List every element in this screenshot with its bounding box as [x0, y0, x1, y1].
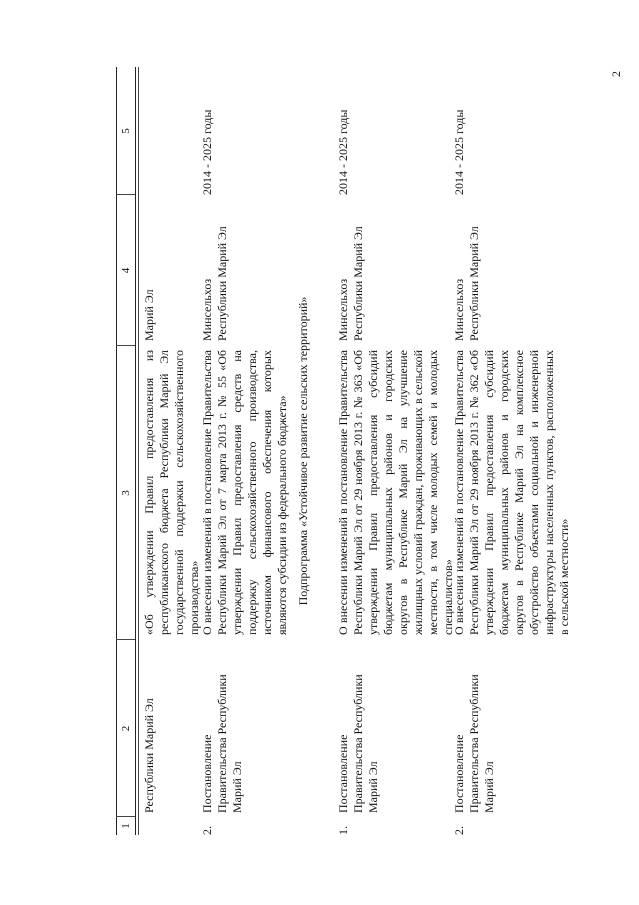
page-number: 2 — [609, 71, 623, 77]
row-period: 2014 - 2025 годы — [336, 109, 350, 195]
row-doc-type: Республики Марий Эл — [142, 698, 156, 813]
header-double-rule — [138, 67, 139, 835]
header-col-2: 2 — [120, 725, 132, 732]
row-title: «Об утверждении Правил предоставления из республиканского бюджета Республики Марий Эл государственной поддержки сельскохозяйственного производства» — [142, 350, 201, 635]
row-period: 2014 - 2025 годы — [200, 109, 214, 195]
rotated-table — [116, 67, 594, 835]
row-number: 2. — [200, 826, 214, 835]
header-bottom-rule — [135, 67, 136, 835]
row-doc-type: Постановление Правительства Республики Марий Эл — [200, 674, 244, 813]
row-responsible: Минсельхоз Республики Марий Эл — [452, 226, 481, 341]
row-responsible: Минсельхоз Республики Марий Эл — [200, 226, 229, 341]
row-doc-type: Постановление Правительства Республики Марий Эл — [452, 674, 496, 813]
row-number: 1. — [336, 826, 350, 835]
row-period: 2014 - 2025 годы — [452, 109, 466, 195]
header-col-3: 3 — [120, 490, 132, 496]
header-top-rule — [116, 67, 117, 835]
row-doc-type: Постановление Правительства Республики Марий Эл — [336, 674, 380, 813]
row-title: О внесении изменений в постановление Правительства Республики Марий Эл от 29 ноября 2013 г. № 362 «Об утверждении Правил предоставления субсидий бюджетам муниципальных районов и городских округов в Республике Марий Эл на комплексное обустройство объектами социальной и инженерной инфраструктуры населенных пунктов, расположенных в сельской местности» — [452, 350, 571, 635]
subprogram-heading: Подпрограмма «Устойчивое развитие сельских территорий» — [296, 296, 310, 606]
header-col-1: 1 — [120, 823, 132, 829]
header-col-4: 4 — [120, 267, 132, 274]
row-title: О внесении изменений в постановление Правительства Республики Марий Эл от 29 ноября 2013 г. № 363 «Об утверждении Правил предоставления субсидий бюджетам муниципальных районов и городских округов в Республике Марий Эл на улучшение жилищных условий граждан, проживающих в сельской местности, в том числе молодых семей и молодых специалистов» — [336, 350, 455, 635]
row-responsible: Минсельхоз Республики Марий Эл — [336, 226, 365, 341]
row-number: 2. — [452, 826, 466, 835]
header-col-5: 5 — [120, 128, 132, 134]
row-responsible: Марий Эл — [142, 289, 156, 341]
row-title: О внесении изменений в постановление Правительства Республики Марий Эл от 7 марта 2013 г. № 55 «Об утверждении Правил предоставления средств на поддержку сельскохозяйственного производства, источником финансового обеспечения которых являются субсидии из федерального бюджета» — [200, 350, 289, 635]
